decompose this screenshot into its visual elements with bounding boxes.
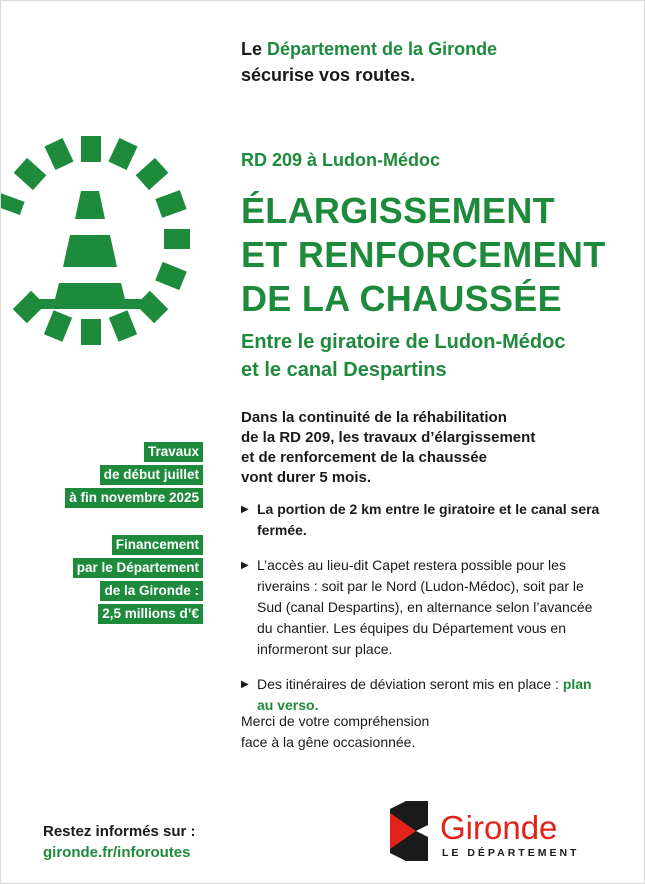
dates-badge-1: Travaux	[144, 442, 203, 462]
footer-label: Restez informés sur :	[43, 823, 196, 840]
logo-tagline: LE DÉPARTEMENT	[442, 847, 580, 859]
footer-info	[43, 821, 196, 863]
bullet-detour	[241, 674, 601, 716]
road-label: RD 209 à Ludon-Médoc	[241, 150, 441, 170]
header-line2: sécurise vos routes.	[241, 65, 416, 85]
header	[241, 36, 497, 88]
subtitle-line-1: Entre le giratoire de Ludon-Médoc	[241, 331, 566, 353]
bullet-closure-text: La portion de 2 km entre le giratoire et le canal sera fermée.	[257, 501, 600, 538]
bullet-access-text: L’accès au lieu-dit Capet restera possible pour les riverains : soit par le Nord (Ludon-Médoc), soit par le Sud (canal Despartins), en alternance selon l’avancée du chantier. Les équipes du Département vous en informeront sur place.	[257, 557, 593, 657]
thanks-line-2: face à la gêne occasionnée.	[241, 734, 416, 750]
subtitle	[241, 328, 565, 384]
funding-badge-3: de la Gironde :	[100, 581, 203, 601]
subtitle-line-2: et le canal Despartins	[241, 359, 447, 381]
header-prefix: Le	[241, 39, 268, 59]
thanks-text	[241, 711, 429, 753]
traffic-cone-icon	[1, 131, 216, 381]
thanks-line-1: Merci de votre compréhension	[241, 713, 430, 729]
header-org: Département de la Gironde	[267, 39, 498, 59]
dates-badge-2: de début juillet	[100, 465, 203, 485]
title-line-3: DE LA CHAUSSÉE	[241, 278, 562, 319]
funding-badges	[73, 535, 203, 627]
bullet-list	[241, 499, 601, 730]
bullet-closure	[241, 499, 601, 541]
intro-line-1: Dans la continuité de la réhabilitation	[241, 409, 507, 426]
intro-line-4: vont durer 5 mois.	[241, 469, 372, 486]
bullet-detour-text: Des itinéraires de déviation seront mis en place :	[257, 676, 563, 692]
bullet-access	[241, 555, 601, 660]
dates-badge-3: à fin novembre 2025	[65, 488, 203, 508]
intro-line-3: et de renforcement de la chaussée	[241, 449, 487, 466]
intro-paragraph	[241, 408, 535, 488]
dates-badges	[65, 442, 203, 511]
triangle-bullet-icon: ▶	[241, 560, 249, 571]
title-line-1: ÉLARGISSEMENT	[241, 190, 555, 231]
gironde-logo-icon	[386, 801, 606, 861]
footer-link[interactable]: gironde.fr/inforoutes	[43, 844, 191, 861]
triangle-bullet-icon: ▶	[241, 504, 249, 515]
detour-map-link: plan au verso.	[257, 676, 592, 713]
funding-badge-2: par le Département	[73, 558, 203, 578]
logo-name: Gironde	[440, 809, 558, 846]
triangle-bullet-icon: ▶	[241, 679, 249, 690]
intro-line-2: de la RD 209, les travaux d’élargissement	[241, 429, 536, 446]
funding-badge-1: Financement	[112, 535, 203, 555]
funding-badge-4: 2,5 millions d’€	[98, 604, 203, 624]
main-title	[241, 189, 606, 321]
title-line-2: ET RENFORCEMENT	[241, 234, 606, 275]
